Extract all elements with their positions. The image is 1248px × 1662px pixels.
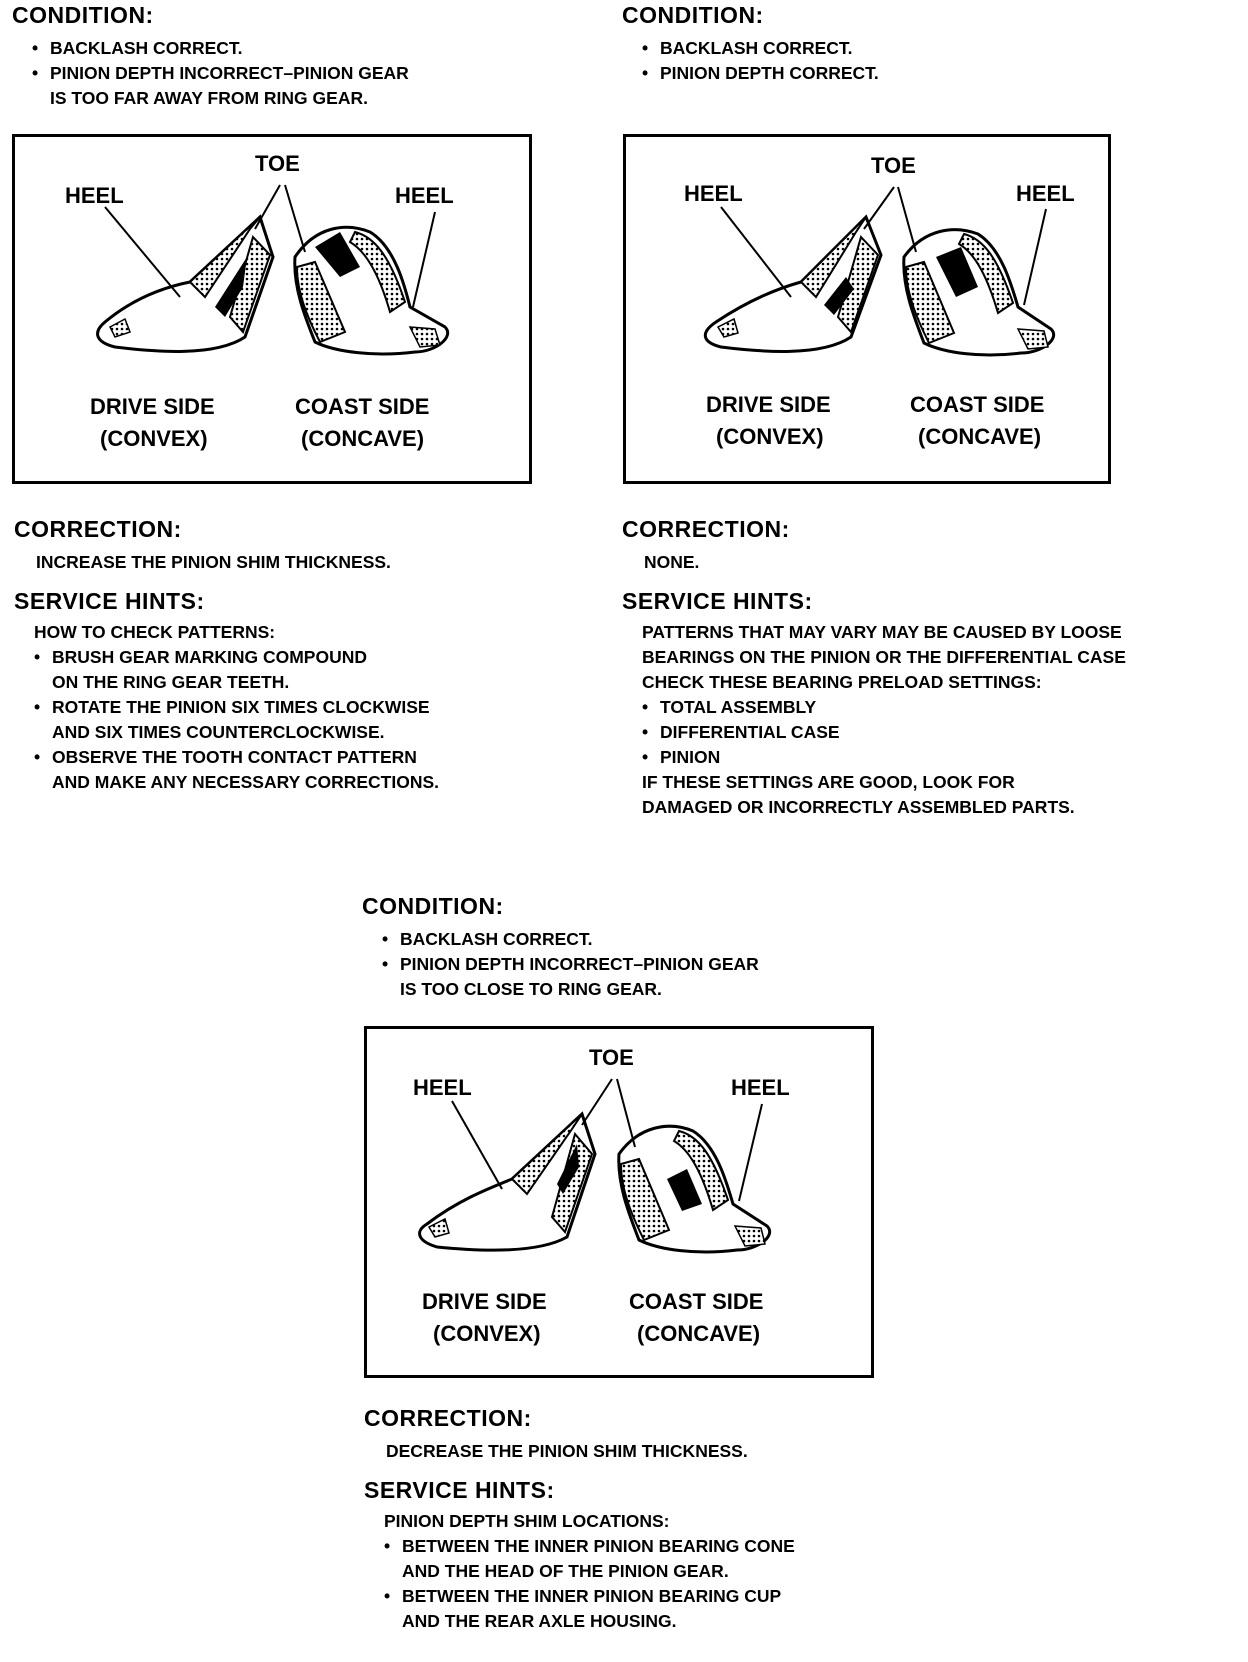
gear-pattern-figure: [623, 134, 1111, 484]
condition-heading: CONDITION:: [362, 893, 504, 919]
coast-side-sub: (CONCAVE): [637, 1321, 761, 1346]
heel-left-label: HEEL: [684, 181, 743, 206]
panel-too-close: [362, 893, 922, 1002]
drive-side-label: DRIVE SIDE: [706, 392, 831, 417]
coast-side-sub: (CONCAVE): [301, 426, 425, 451]
toe-label: TOE: [871, 153, 916, 178]
hint-item: AND MAKE ANY NECESSARY CORRECTIONS.: [52, 772, 439, 792]
condition-list: [382, 927, 922, 1002]
toe-label: TOE: [589, 1045, 634, 1070]
heel-right-label: HEEL: [1016, 181, 1075, 206]
condition-item: IS TOO CLOSE TO RING GEAR.: [400, 979, 662, 999]
hint-item: PATTERNS THAT MAY VARY MAY BE CAUSED BY LOOSE: [642, 622, 1122, 642]
hint-item: • BRUSH GEAR MARKING COMPOUND: [34, 645, 574, 670]
hint-item: • ROTATE THE PINION SIX TIMES CLOCKWISE: [34, 695, 574, 720]
panel-correct: [622, 2, 1222, 86]
coast-side-sub: (CONCAVE): [918, 424, 1042, 449]
condition-item: • BACKLASH CORRECT.: [382, 927, 922, 952]
hint-item: • BETWEEN THE INNER PINION BEARING CONE: [384, 1534, 924, 1559]
drive-side-sub: (CONVEX): [100, 426, 208, 451]
hint-item: • DIFFERENTIAL CASE: [642, 720, 1242, 745]
correction-heading: CORRECTION:: [364, 1405, 532, 1431]
heel-right-label: HEEL: [731, 1075, 790, 1100]
heel-left-label: HEEL: [65, 183, 124, 208]
hint-item: • OBSERVE THE TOOTH CONTACT PATTERN: [34, 745, 574, 770]
hint-item: DAMAGED OR INCORRECTLY ASSEMBLED PARTS.: [642, 797, 1075, 817]
condition-item: • PINION DEPTH INCORRECT–PINION GEAR: [32, 61, 572, 86]
condition-item: • BACKLASH CORRECT.: [642, 36, 1222, 61]
correction-text: INCREASE THE PINION SHIM THICKNESS.: [36, 552, 391, 572]
panel-correct-footer: [622, 516, 1242, 820]
condition-item: • BACKLASH CORRECT.: [32, 36, 572, 61]
hint-item: CHECK THESE BEARING PRELOAD SETTINGS:: [642, 672, 1042, 692]
hint-item: • TOTAL ASSEMBLY: [642, 695, 1242, 720]
heel-right-label: HEEL: [395, 183, 454, 208]
drive-side-sub: (CONVEX): [716, 424, 824, 449]
service-hints-heading: SERVICE HINTS:: [622, 588, 813, 614]
hint-item: • BETWEEN THE INNER PINION BEARING CUP: [384, 1584, 924, 1609]
hint-item: HOW TO CHECK PATTERNS:: [34, 622, 276, 642]
correction-heading: CORRECTION:: [622, 516, 790, 542]
drive-side-sub: (CONVEX): [433, 1321, 541, 1346]
toe-label: TOE: [255, 151, 300, 176]
coast-side-label: COAST SIDE: [295, 394, 430, 419]
hint-item: • PINION: [642, 745, 1242, 770]
service-hints-list: [34, 620, 574, 795]
heel-left-label: HEEL: [413, 1075, 472, 1100]
condition-heading: CONDITION:: [12, 2, 154, 28]
condition-item: IS TOO FAR AWAY FROM RING GEAR.: [50, 88, 368, 108]
hint-item: BEARINGS ON THE PINION OR THE DIFFERENTIAL CASE: [642, 647, 1126, 667]
service-hints-list: [642, 620, 1242, 820]
correction-text: DECREASE THE PINION SHIM THICKNESS.: [386, 1441, 748, 1461]
hint-item: IF THESE SETTINGS ARE GOOD, LOOK FOR: [642, 772, 1015, 792]
condition-item: • PINION DEPTH CORRECT.: [642, 61, 1222, 86]
hint-item: ON THE RING GEAR TEETH.: [52, 672, 290, 692]
drive-side-label: DRIVE SIDE: [90, 394, 215, 419]
condition-heading: CONDITION:: [622, 2, 764, 28]
service-hints-heading: SERVICE HINTS:: [14, 588, 205, 614]
service-hints-list: [384, 1509, 924, 1634]
hint-item: AND SIX TIMES COUNTERCLOCKWISE.: [52, 722, 385, 742]
hint-item: PINION DEPTH SHIM LOCATIONS:: [384, 1511, 670, 1531]
condition-item: • PINION DEPTH INCORRECT–PINION GEAR: [382, 952, 922, 977]
panel-too-far: [12, 2, 572, 111]
condition-list: [32, 36, 572, 111]
coast-side-label: COAST SIDE: [629, 1289, 764, 1314]
coast-side-label: COAST SIDE: [910, 392, 1045, 417]
panel-too-close-footer: [364, 1405, 924, 1634]
correction-text: NONE.: [644, 552, 700, 572]
condition-list: [642, 36, 1222, 86]
gear-pattern-figure: [12, 134, 532, 484]
hint-item: AND THE HEAD OF THE PINION GEAR.: [402, 1561, 729, 1581]
panel-too-far-footer: [14, 516, 574, 795]
hint-item: AND THE REAR AXLE HOUSING.: [402, 1611, 677, 1631]
drive-side-label: DRIVE SIDE: [422, 1289, 547, 1314]
service-hints-heading: SERVICE HINTS:: [364, 1477, 555, 1503]
gear-pattern-figure: [364, 1026, 874, 1378]
correction-heading: CORRECTION:: [14, 516, 182, 542]
